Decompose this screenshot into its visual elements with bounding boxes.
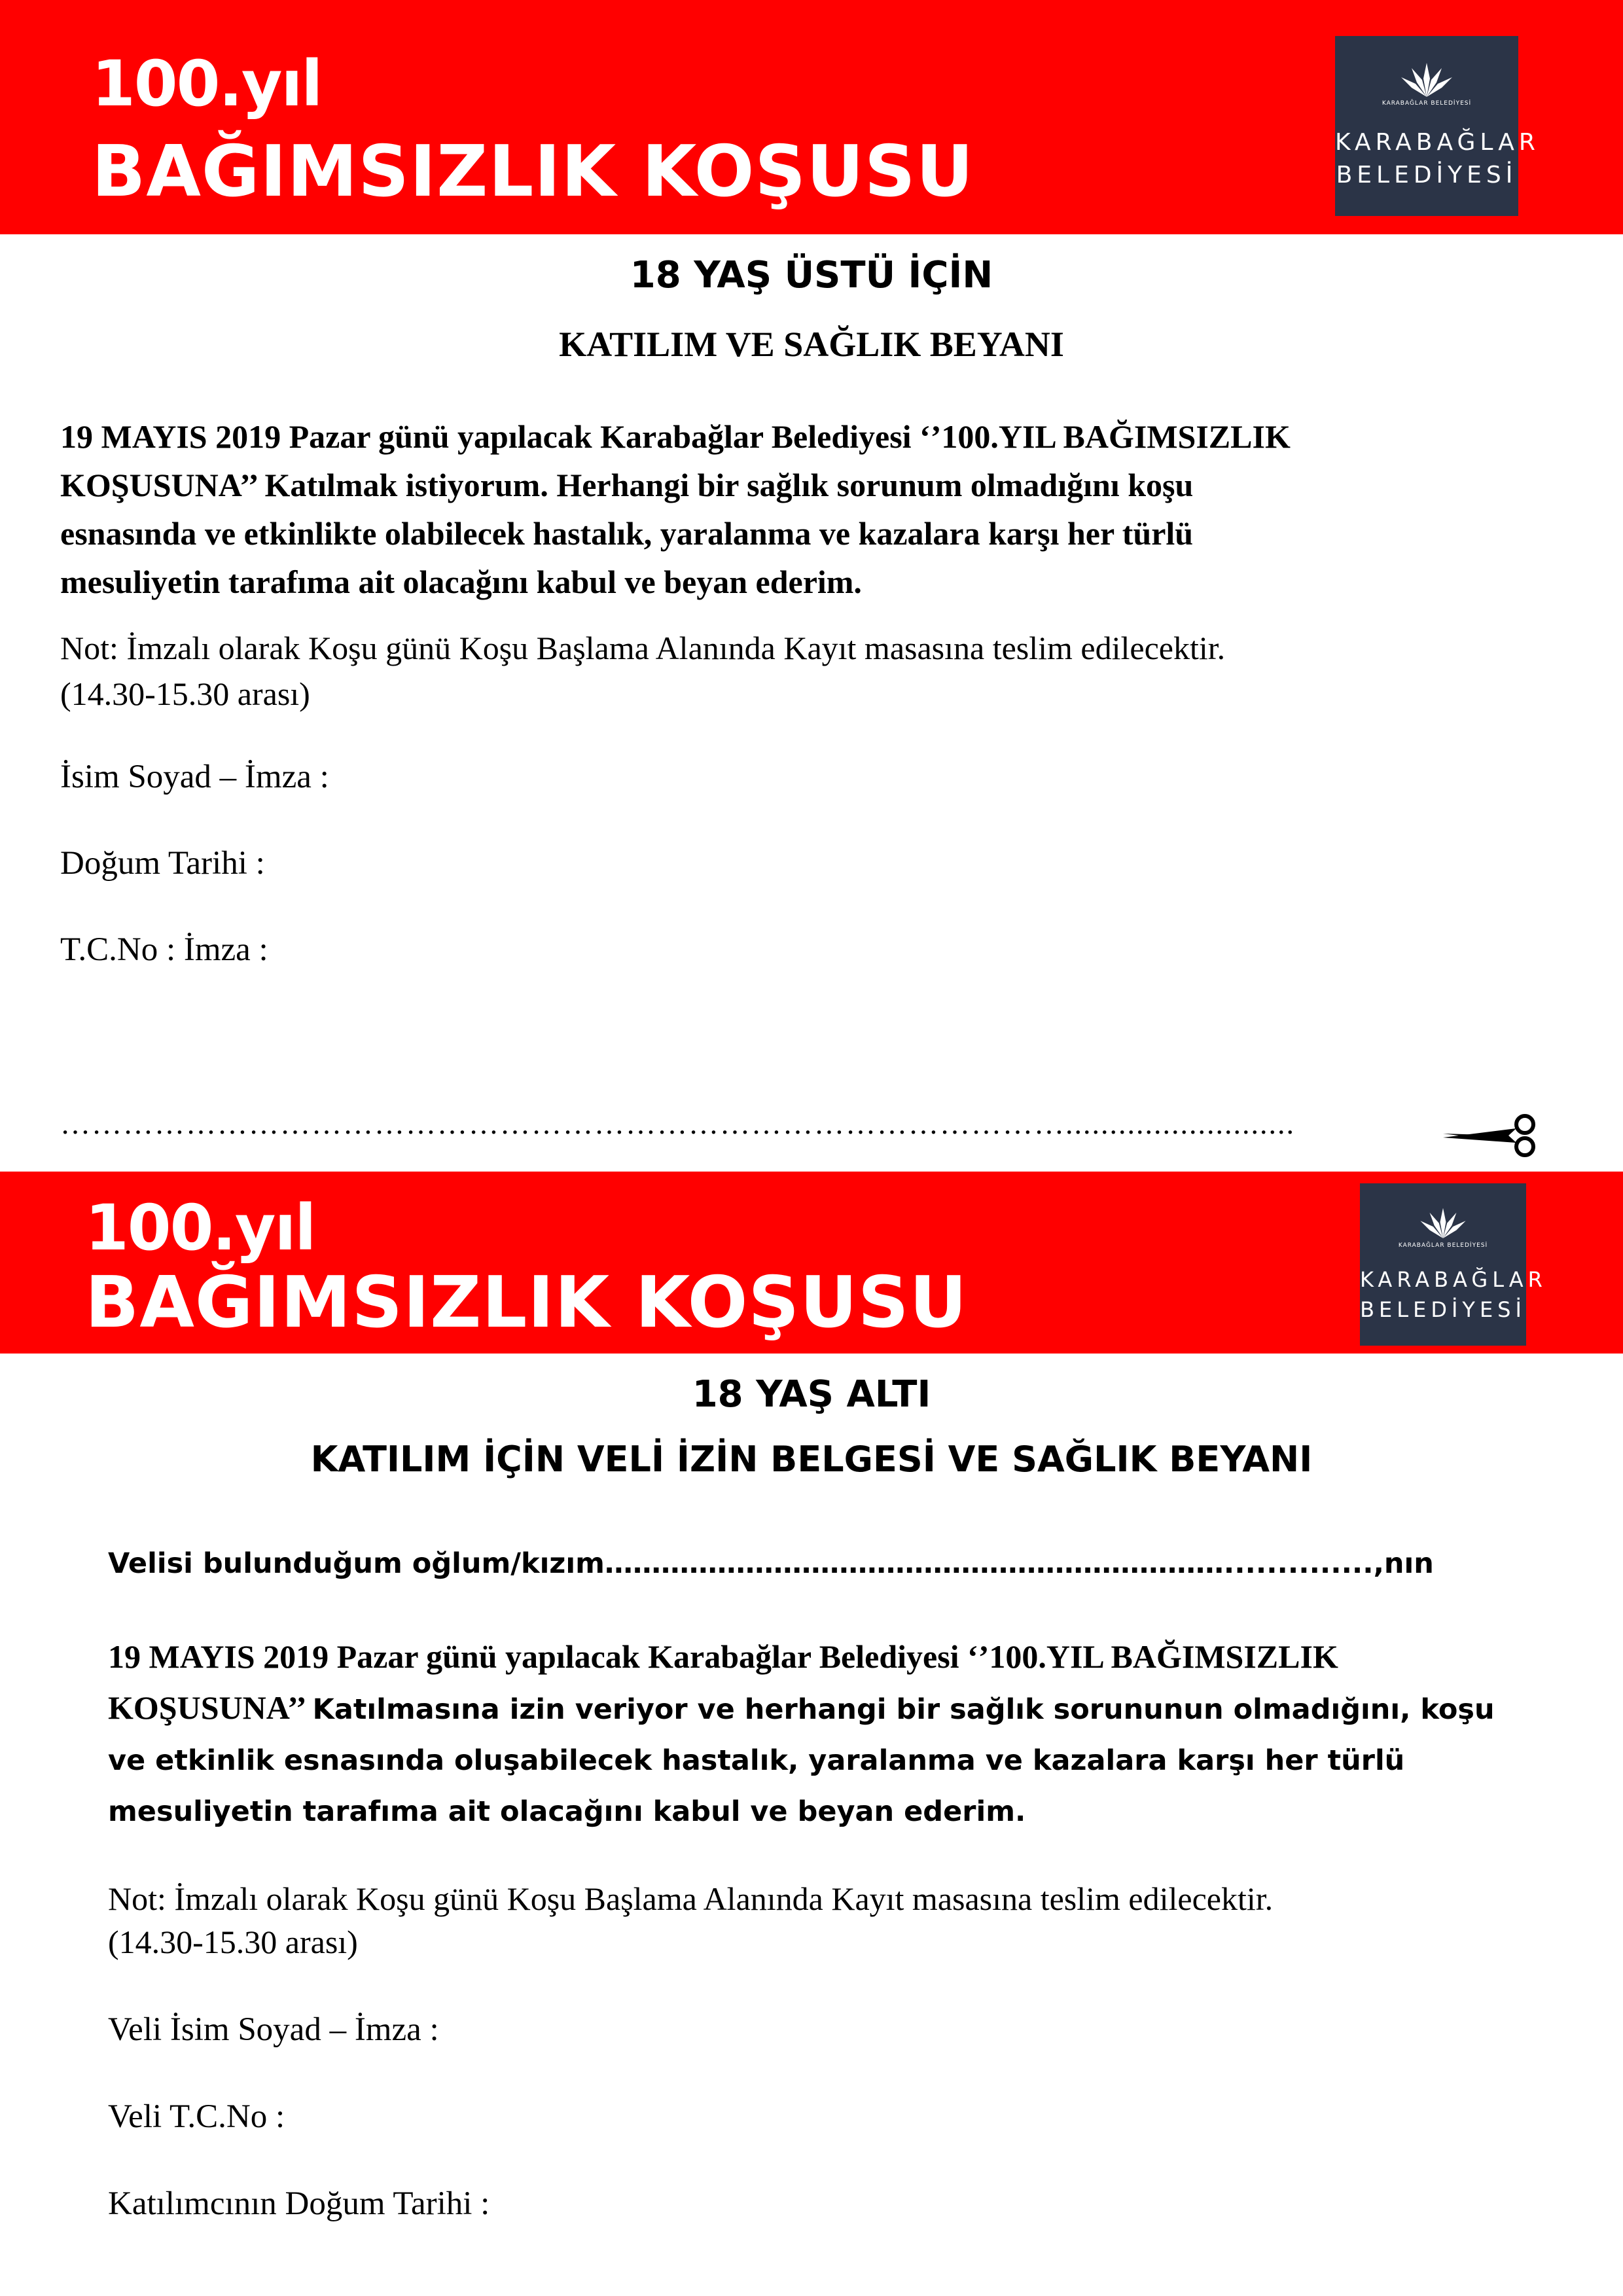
guardian-name-signature-field: Veli İsim Soyad – İmza : <box>108 2011 439 2048</box>
banner-year: 100.yıl <box>92 47 322 120</box>
minor-subheading: KATILIM İÇİN VELİ İZİN BELGESİ VE SAĞLIK BEYANI <box>310 1439 1313 1480</box>
cut-line: …………………………………………………………………………………….......................... <box>60 1107 1295 1140</box>
banner-title: BAĞIMSIZLIK KOŞUSU <box>85 1262 968 1344</box>
adult-subheading: KATILIM VE SAĞLIK BEYANI <box>559 325 1064 364</box>
minor-note <box>108 1877 1273 1964</box>
name-signature-field: İsim Soyad – İmza : <box>60 759 329 795</box>
logo-line1: KARABAĞLAR <box>1335 129 1540 156</box>
adult-heading: 18 YAŞ ÜSTÜ İÇİN <box>630 254 993 296</box>
note-time: (14.30-15.30 arası) <box>108 1924 358 1960</box>
minor-statement <box>108 1631 1495 1837</box>
statement-line: KOŞUSUNA’’ Katılmak istiyorum. Herhangi bir sağlık sorunum olmadığını koşu <box>60 467 1194 503</box>
guardian-id-field: Veli T.C.No : <box>108 2098 285 2135</box>
note-line: Not: İmzalı olarak Koşu günü Koşu Başlama Alanında Kayıt masasına teslim edilecektir. <box>108 1880 1274 1917</box>
statement-line: mesuliyetin tarafıma ait olacağını kabul ve beyan ederim. <box>60 564 862 600</box>
guardian-line: Velisi bulunduğum oğlum/kızım…………………………………………………………..............,nın <box>108 1547 1434 1580</box>
statement-line <box>108 1682 1495 1735</box>
banner-year: 100.yıl <box>85 1191 315 1265</box>
banner-title: BAĞIMSIZLIK KOŞUSU <box>92 131 974 213</box>
logo-small-text: KARABAĞLAR BELEDİYESİ <box>1382 100 1472 107</box>
sunburst-logo-icon <box>1397 59 1456 98</box>
karabaglar-logo <box>1335 36 1540 216</box>
adult-note <box>60 625 1225 717</box>
statement-line: 19 MAYIS 2019 Pazar günü yapılacak Karabağlar Belediyesi ‘’100.YIL BAĞIMSIZLIK <box>108 1638 1338 1675</box>
karabaglar-logo <box>1360 1183 1547 1346</box>
note-line: Not: İmzalı olarak Koşu günü Koşu Başlama Alanında Kayıt masasına teslim edilecektir. <box>60 630 1226 666</box>
logo-line1: KARABAĞLAR <box>1360 1267 1547 1292</box>
minor-heading: 18 YAŞ ALTI <box>692 1373 931 1416</box>
statement-line: 19 MAYIS 2019 Pazar günü yapılacak Karabağlar Belediyesi ‘’100.YIL BAĞIMSIZLIK <box>60 418 1291 455</box>
id-signature-field: T.C.No : İmza : <box>60 931 268 968</box>
logo-line2: BELEDİYESİ <box>1336 162 1518 188</box>
bottom-banner <box>0 1172 1623 1354</box>
statement-serif-part: KOŞUSUNA’’ <box>108 1689 313 1726</box>
statement-sans-part: Katılmasına izin veriyor ve herhangi bir sağlık sorununun olmadığını, koşu <box>312 1693 1495 1726</box>
note-time: (14.30-15.30 arası) <box>60 675 310 712</box>
sunburst-logo-icon <box>1417 1204 1469 1240</box>
participant-birth-date-field: Katılımcının Doğum Tarihi : <box>108 2185 490 2222</box>
statement-line: mesuliyetin tarafıma ait olacağını kabul ve beyan ederim. <box>108 1795 1026 1828</box>
adult-statement <box>60 412 1291 606</box>
statement-line: ve etkinlik esnasında oluşabilecek hastalık, yaralanma ve kazalara karşı her türlü <box>108 1744 1405 1777</box>
birth-date-field: Doğum Tarihi : <box>60 845 265 882</box>
logo-line2: BELEDİYESİ <box>1360 1297 1526 1322</box>
logo-small-text: KARABAĞLAR BELEDİYESİ <box>1398 1242 1488 1249</box>
top-banner <box>0 0 1623 234</box>
scissors-icon <box>1443 1113 1541 1158</box>
statement-line: esnasında ve etkinlikte olabilecek hastalık, yaralanma ve kazalara karşı her türlü <box>60 515 1194 552</box>
